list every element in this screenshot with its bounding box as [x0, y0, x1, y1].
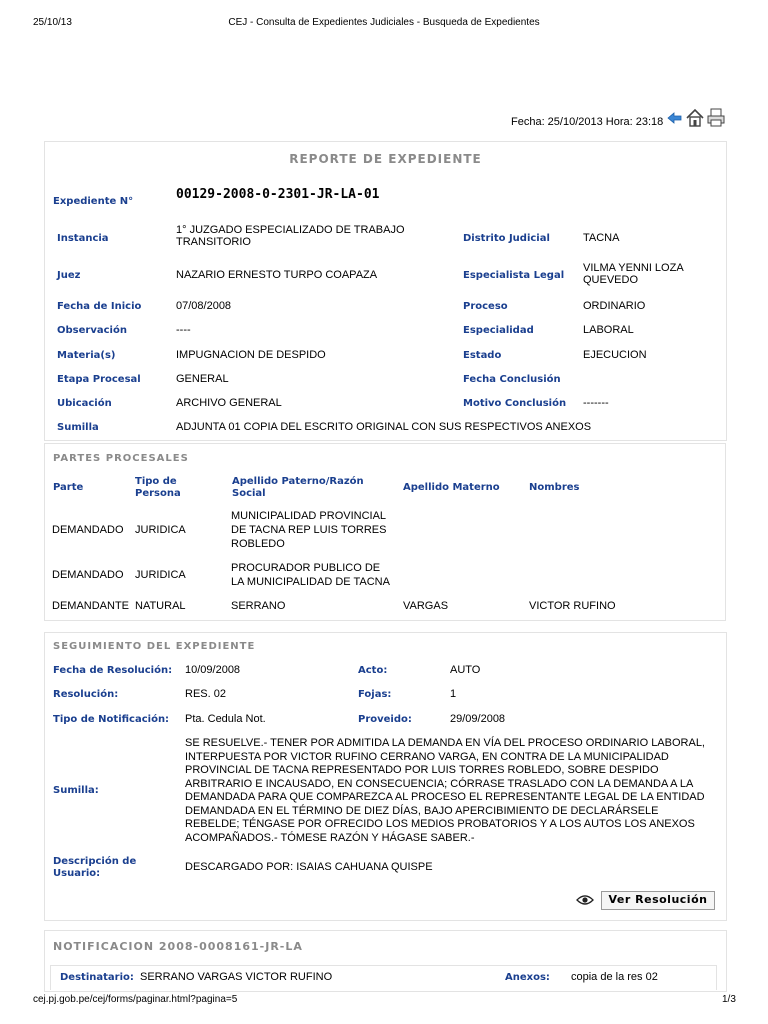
observacion-value: ---- — [176, 324, 191, 336]
acto-label: Acto: — [358, 665, 388, 676]
distrito-value: TACNA — [583, 232, 620, 244]
home-icon[interactable] — [685, 108, 705, 128]
destinatario-label: Destinatario: — [60, 972, 134, 983]
destinatario-value: SERRANO VARGAS VICTOR RUFINO — [140, 971, 333, 983]
table-row-2-tipo: JURIDICA — [135, 569, 186, 581]
table-row-2-apellido-paterno: PROCURADOR PUBLICO DE LA MUNICIPALIDAD DE TACNA — [231, 562, 390, 588]
fecha-resolucion-label: Fecha de Resolución: — [53, 665, 173, 676]
partes-header-tipo: Tipo de Persona — [135, 476, 181, 499]
partes-header-apellido-paterno: Apellido Paterno/Razón Social — [232, 476, 364, 499]
print-url: cej.pj.gob.pe/cej/forms/paginar.html?pagina=5 — [33, 994, 238, 1005]
partes-header-parte: Parte — [53, 482, 84, 493]
especialidad-label: Especialidad — [463, 325, 534, 336]
materia-label: Materia(s) — [57, 350, 116, 361]
juez-label: Juez — [57, 270, 81, 281]
fecha-conclusion-label: Fecha Conclusión — [463, 374, 561, 385]
descripcion-value: DESCARGADO POR: ISAIAS CAHUANA QUISPE — [185, 861, 433, 873]
reporte-panel — [44, 141, 727, 441]
fojas-value: 1 — [450, 688, 457, 700]
partes-header-apellido-materno: Apellido Materno — [403, 482, 500, 493]
distrito-label: Distrito Judicial — [463, 233, 550, 244]
instancia-label: Instancia — [57, 233, 109, 244]
materia-value: IMPUGNACION DE DESPIDO — [176, 349, 326, 361]
tipo-notificacion-value: Pta. Cedula Not. — [185, 713, 266, 725]
expediente-number: 00129-2008-0-2301-JR-LA-01 — [176, 187, 380, 202]
fecha-resolucion-value: 10/09/2008 — [185, 664, 241, 676]
etapa-label: Etapa Procesal — [57, 374, 141, 385]
eye-icon[interactable] — [576, 894, 594, 906]
instancia-value: 1° JUZGADO ESPECIALIZADO DE TRABAJO TRANSITORIO — [176, 224, 405, 248]
proveido-label: Proveido: — [358, 714, 412, 725]
tipo-notificacion-label: Tipo de Notificación: — [53, 714, 170, 725]
fecha-inicio-value: 07/08/2008 — [176, 300, 232, 312]
proceso-value: ORDINARIO — [583, 300, 646, 312]
juez-value: NAZARIO ERNESTO TURPO COAPAZA — [176, 269, 378, 281]
etapa-value: GENERAL — [176, 373, 229, 385]
anexos-label: Anexos: — [505, 972, 550, 983]
table-row-1-tipo: JURIDICA — [135, 524, 186, 536]
print-page-number: 1/3 — [722, 994, 736, 1005]
fecha-inicio-label: Fecha de Inicio — [57, 301, 142, 312]
resolucion-label: Resolución: — [53, 689, 119, 700]
print-icon[interactable] — [707, 108, 725, 127]
table-row-2-parte: DEMANDADO — [52, 569, 124, 581]
partes-header-nombres: Nombres — [529, 482, 580, 493]
table-row-3-apellido-paterno: SERRANO — [231, 600, 286, 612]
print-date: 25/10/13 — [33, 17, 72, 28]
expediente-label: Expediente N° — [53, 196, 134, 207]
page-title: CEJ - Consulta de Expedientes Judiciales - Busqueda de Expedientes — [228, 17, 540, 28]
sumilla-label: Sumilla — [57, 422, 99, 433]
table-row-3-apellido-materno: VARGAS — [403, 600, 449, 612]
fecha-hora: Fecha: 25/10/2013 Hora: 23:18 — [511, 116, 664, 128]
back-arrow-icon[interactable] — [667, 110, 682, 126]
especialista-label: Especialista Legal — [463, 270, 565, 281]
reporte-title: REPORTE DE EXPEDIENTE — [289, 152, 482, 166]
resolucion-value: RES. 02 — [185, 688, 226, 700]
observacion-label: Observación — [57, 325, 127, 336]
especialista-value: VILMA YENNI LOZA QUEVEDO — [583, 262, 684, 286]
ubicacion-value: ARCHIVO GENERAL — [176, 397, 282, 409]
motivo-label: Motivo Conclusión — [463, 398, 567, 409]
descripcion-label: Descripción de Usuario: — [53, 856, 137, 879]
ver-resolucion-button[interactable]: Ver Resolución — [601, 891, 715, 910]
seguimiento-sumilla-label: Sumilla: — [53, 785, 99, 796]
proceso-label: Proceso — [463, 301, 508, 312]
table-row-1-parte: DEMANDADO — [52, 524, 124, 536]
table-row-1-apellido-paterno: MUNICIPALIDAD PROVINCIAL DE TACNA REP LUIS TORRES ROBLEDO — [231, 510, 387, 550]
ubicacion-label: Ubicación — [57, 398, 112, 409]
notificacion-title: NOTIFICACION 2008-0008161-JR-LA — [53, 940, 303, 953]
seguimiento-title: SEGUIMIENTO DEL EXPEDIENTE — [53, 641, 256, 652]
especialidad-value: LABORAL — [583, 324, 634, 336]
table-row-3-parte: DEMANDANTE — [52, 600, 130, 612]
acto-value: AUTO — [450, 664, 481, 676]
estado-value: EJECUCION — [583, 349, 647, 361]
motivo-value: ------- — [583, 397, 609, 409]
seguimiento-sumilla-value: SE RESUELVE.- TENER POR ADMITIDA LA DEMANDA EN VÍA DEL PROCESO ORDINARIO LABORAL, INTERPUESTA POR VICTOR RUFINO CERRANO VARGA, EN CONTRA DE LA MUNICIPALIDAD PROVINCIAL DE TACNA REPRESENTADO POR LUIS TORRES ROBLEDO, SOBRE DESPIDO ARBITRARIO E INCAUSADO, EN CONSECUENCIA; CÓRRASE TRASLADO CON LA DEMANDA A LA DEMANDADA PARA QUE COMPAREZCA AL PROCESO EL REPRESENTANTE LEGAL DE LA ENTIDAD DEMANDADA EN EL TÉRMINO DE DIEZ DÍAS, BAJO APERCIBIMIENTO DE DECLARÁRSELE REBELDE; TÉNGASE POR OFRECIDO LOS MEDIOS PROBATORIOS Y A LOS AUTOS LOS ANEXOS ACOMPAÑADOS.- TÓMESE RAZÓN Y HÁGASE SABER.- — [185, 737, 705, 844]
table-row-3-tipo: NATURAL — [135, 600, 186, 612]
estado-label: Estado — [463, 350, 502, 361]
partes-title: PARTES PROCESALES — [53, 453, 189, 464]
table-row-3-nombres: VICTOR RUFINO — [529, 600, 616, 612]
anexos-value: copia de la res 02 — [571, 971, 658, 983]
fojas-label: Fojas: — [358, 689, 392, 700]
sumilla-value: ADJUNTA 01 COPIA DEL ESCRITO ORIGINAL CON SUS RESPECTIVOS ANEXOS — [176, 421, 592, 433]
proveido-value: 29/09/2008 — [450, 713, 506, 725]
